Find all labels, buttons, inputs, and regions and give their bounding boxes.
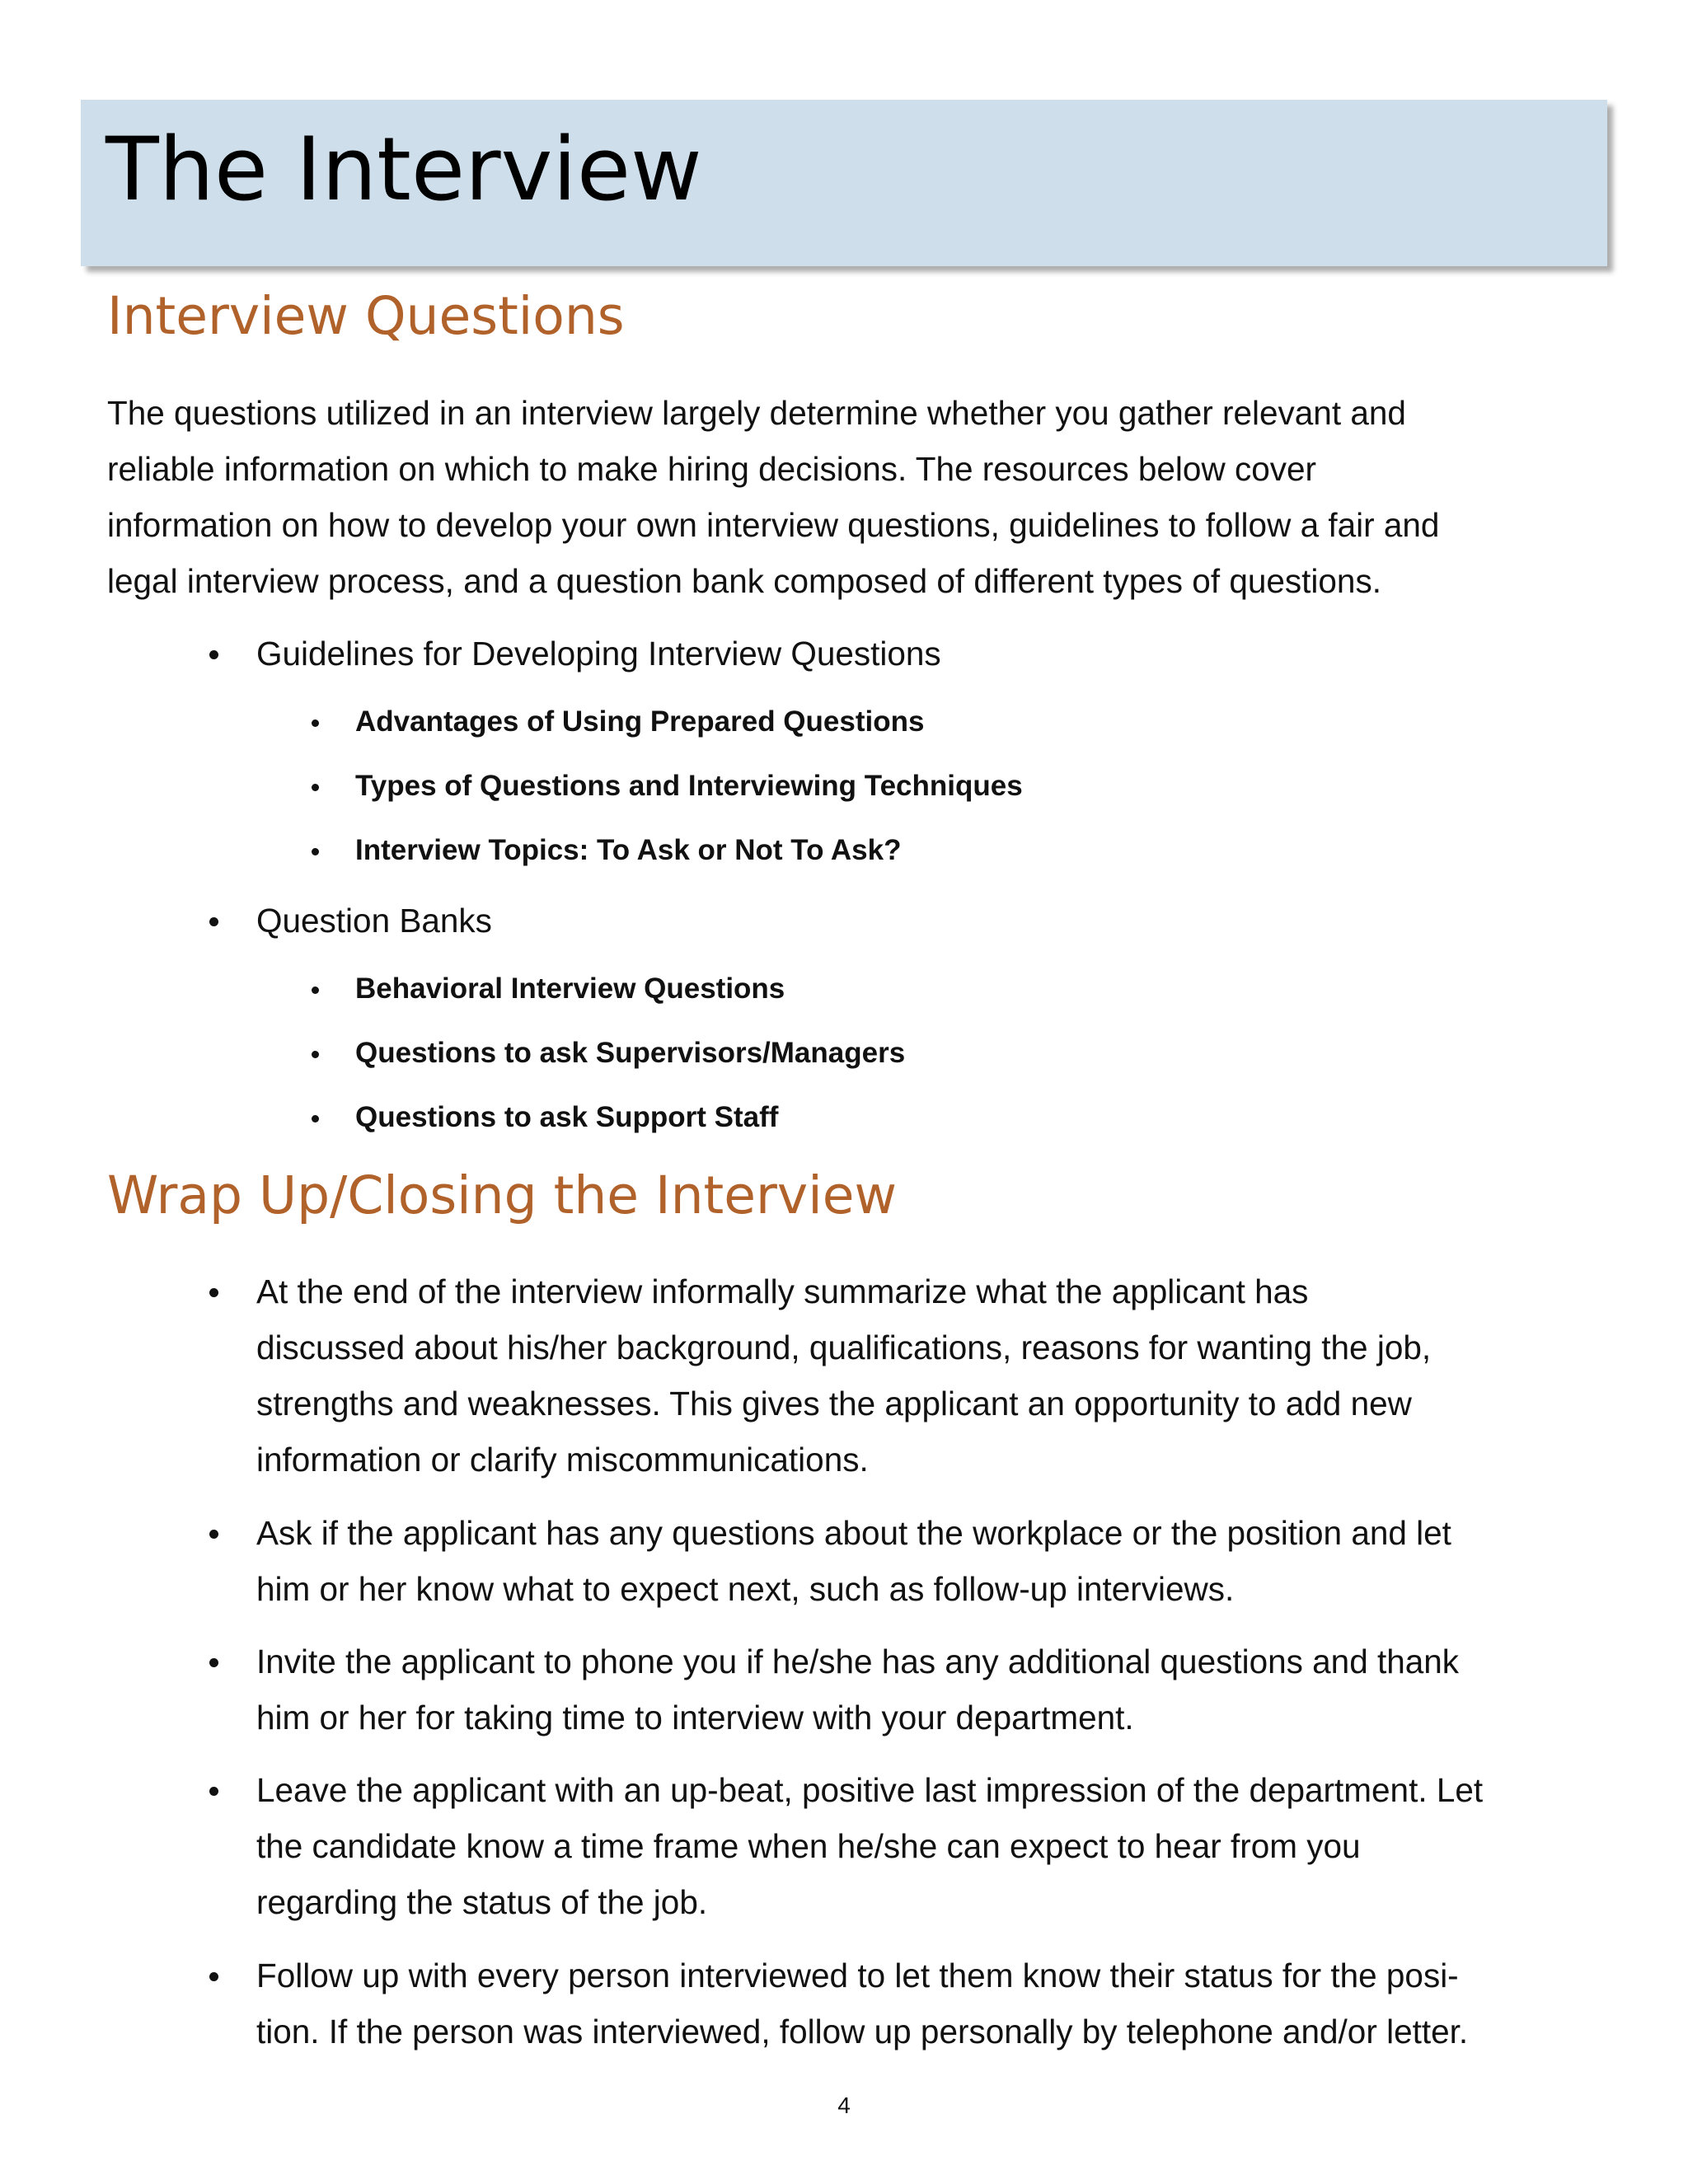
list-item-line: him or her know what to expect next, such as follow-up interviews.: [256, 1570, 1235, 1608]
list-item-line: Invite the applicant to phone you if he/she has any additional questions and thank: [256, 1643, 1460, 1680]
interview-questions-intro: [107, 385, 1582, 609]
wrap-up-heading: Wrap Up/Closing the Interview: [107, 1165, 897, 1226]
title-banner: [81, 100, 1607, 266]
bullet-icon: [209, 1972, 218, 1981]
list-item-label: Advantages of Using Prepared Questions: [355, 705, 925, 738]
bullet-icon: [209, 917, 218, 926]
bullet-icon: [209, 1288, 218, 1297]
list-item-line: the candidate know a time frame when he/she can expect to hear from you: [256, 1827, 1361, 1865]
intro-line: reliable information on which to make hiring decisions. The resources below cover: [107, 450, 1316, 488]
intro-line: The questions utilized in an interview largely determine whether you gather relevant and: [107, 394, 1406, 432]
list-item-line: At the end of the interview informally summarize what the applicant has: [256, 1272, 1309, 1310]
list-item-line: tion. If the person was interviewed, follow up personally by telephone and/or letter.: [256, 2013, 1469, 2050]
page-title: The Interview: [106, 119, 702, 220]
intro-line: information on how to develop your own interview questions, guidelines to follow a fair and: [107, 506, 1440, 544]
list-item-label: Interview Topics: To Ask or Not To Ask?: [355, 834, 902, 866]
bullet-icon: [312, 719, 319, 727]
page-number: 4: [837, 2093, 851, 2118]
list-item-label: Questions to ask Supervisors/Managers: [355, 1037, 906, 1069]
list-item-line: regarding the status of the job.: [256, 1883, 708, 1921]
list-item-label: Types of Questions and Interviewing Techniques: [355, 770, 1023, 802]
bullet-icon: [209, 1658, 218, 1667]
list-item-line: information or clarify miscommunications.: [256, 1441, 869, 1479]
list-item-line: Leave the applicant with an up-beat, positive last impression of the department. Let: [256, 1771, 1484, 1809]
bullet-icon: [209, 1787, 218, 1796]
interview-questions-heading: Interview Questions: [107, 286, 625, 346]
bullet-icon: [312, 848, 319, 855]
list-item-label: Questions to ask Support Staff: [355, 1101, 779, 1133]
list-item-line: strengths and weaknesses. This gives the applicant an opportunity to add new: [256, 1385, 1412, 1422]
bullet-icon: [312, 1051, 319, 1058]
list-item-line: discussed about his/her background, qualifications, reasons for wanting the job,: [256, 1329, 1432, 1366]
list-item-label: Guidelines for Developing Interview Questions: [256, 635, 941, 673]
bullet-icon: [209, 650, 218, 659]
list-item-line: Follow up with every person interviewed to let them know their status for the posi-: [256, 1957, 1459, 1994]
list-item-label: Behavioral Interview Questions: [355, 972, 785, 1005]
bullet-icon: [312, 987, 319, 994]
list-item-label: Question Banks: [256, 902, 492, 940]
bullet-icon: [209, 1530, 218, 1539]
bullet-icon: [312, 1115, 319, 1122]
list-item-line: Ask if the applicant has any questions about the workplace or the position and let: [256, 1514, 1451, 1552]
intro-line: legal interview process, and a question bank composed of different types of questions.: [107, 562, 1381, 600]
list-item-line: him or her for taking time to interview with your department.: [256, 1699, 1134, 1736]
bullet-icon: [312, 784, 319, 791]
